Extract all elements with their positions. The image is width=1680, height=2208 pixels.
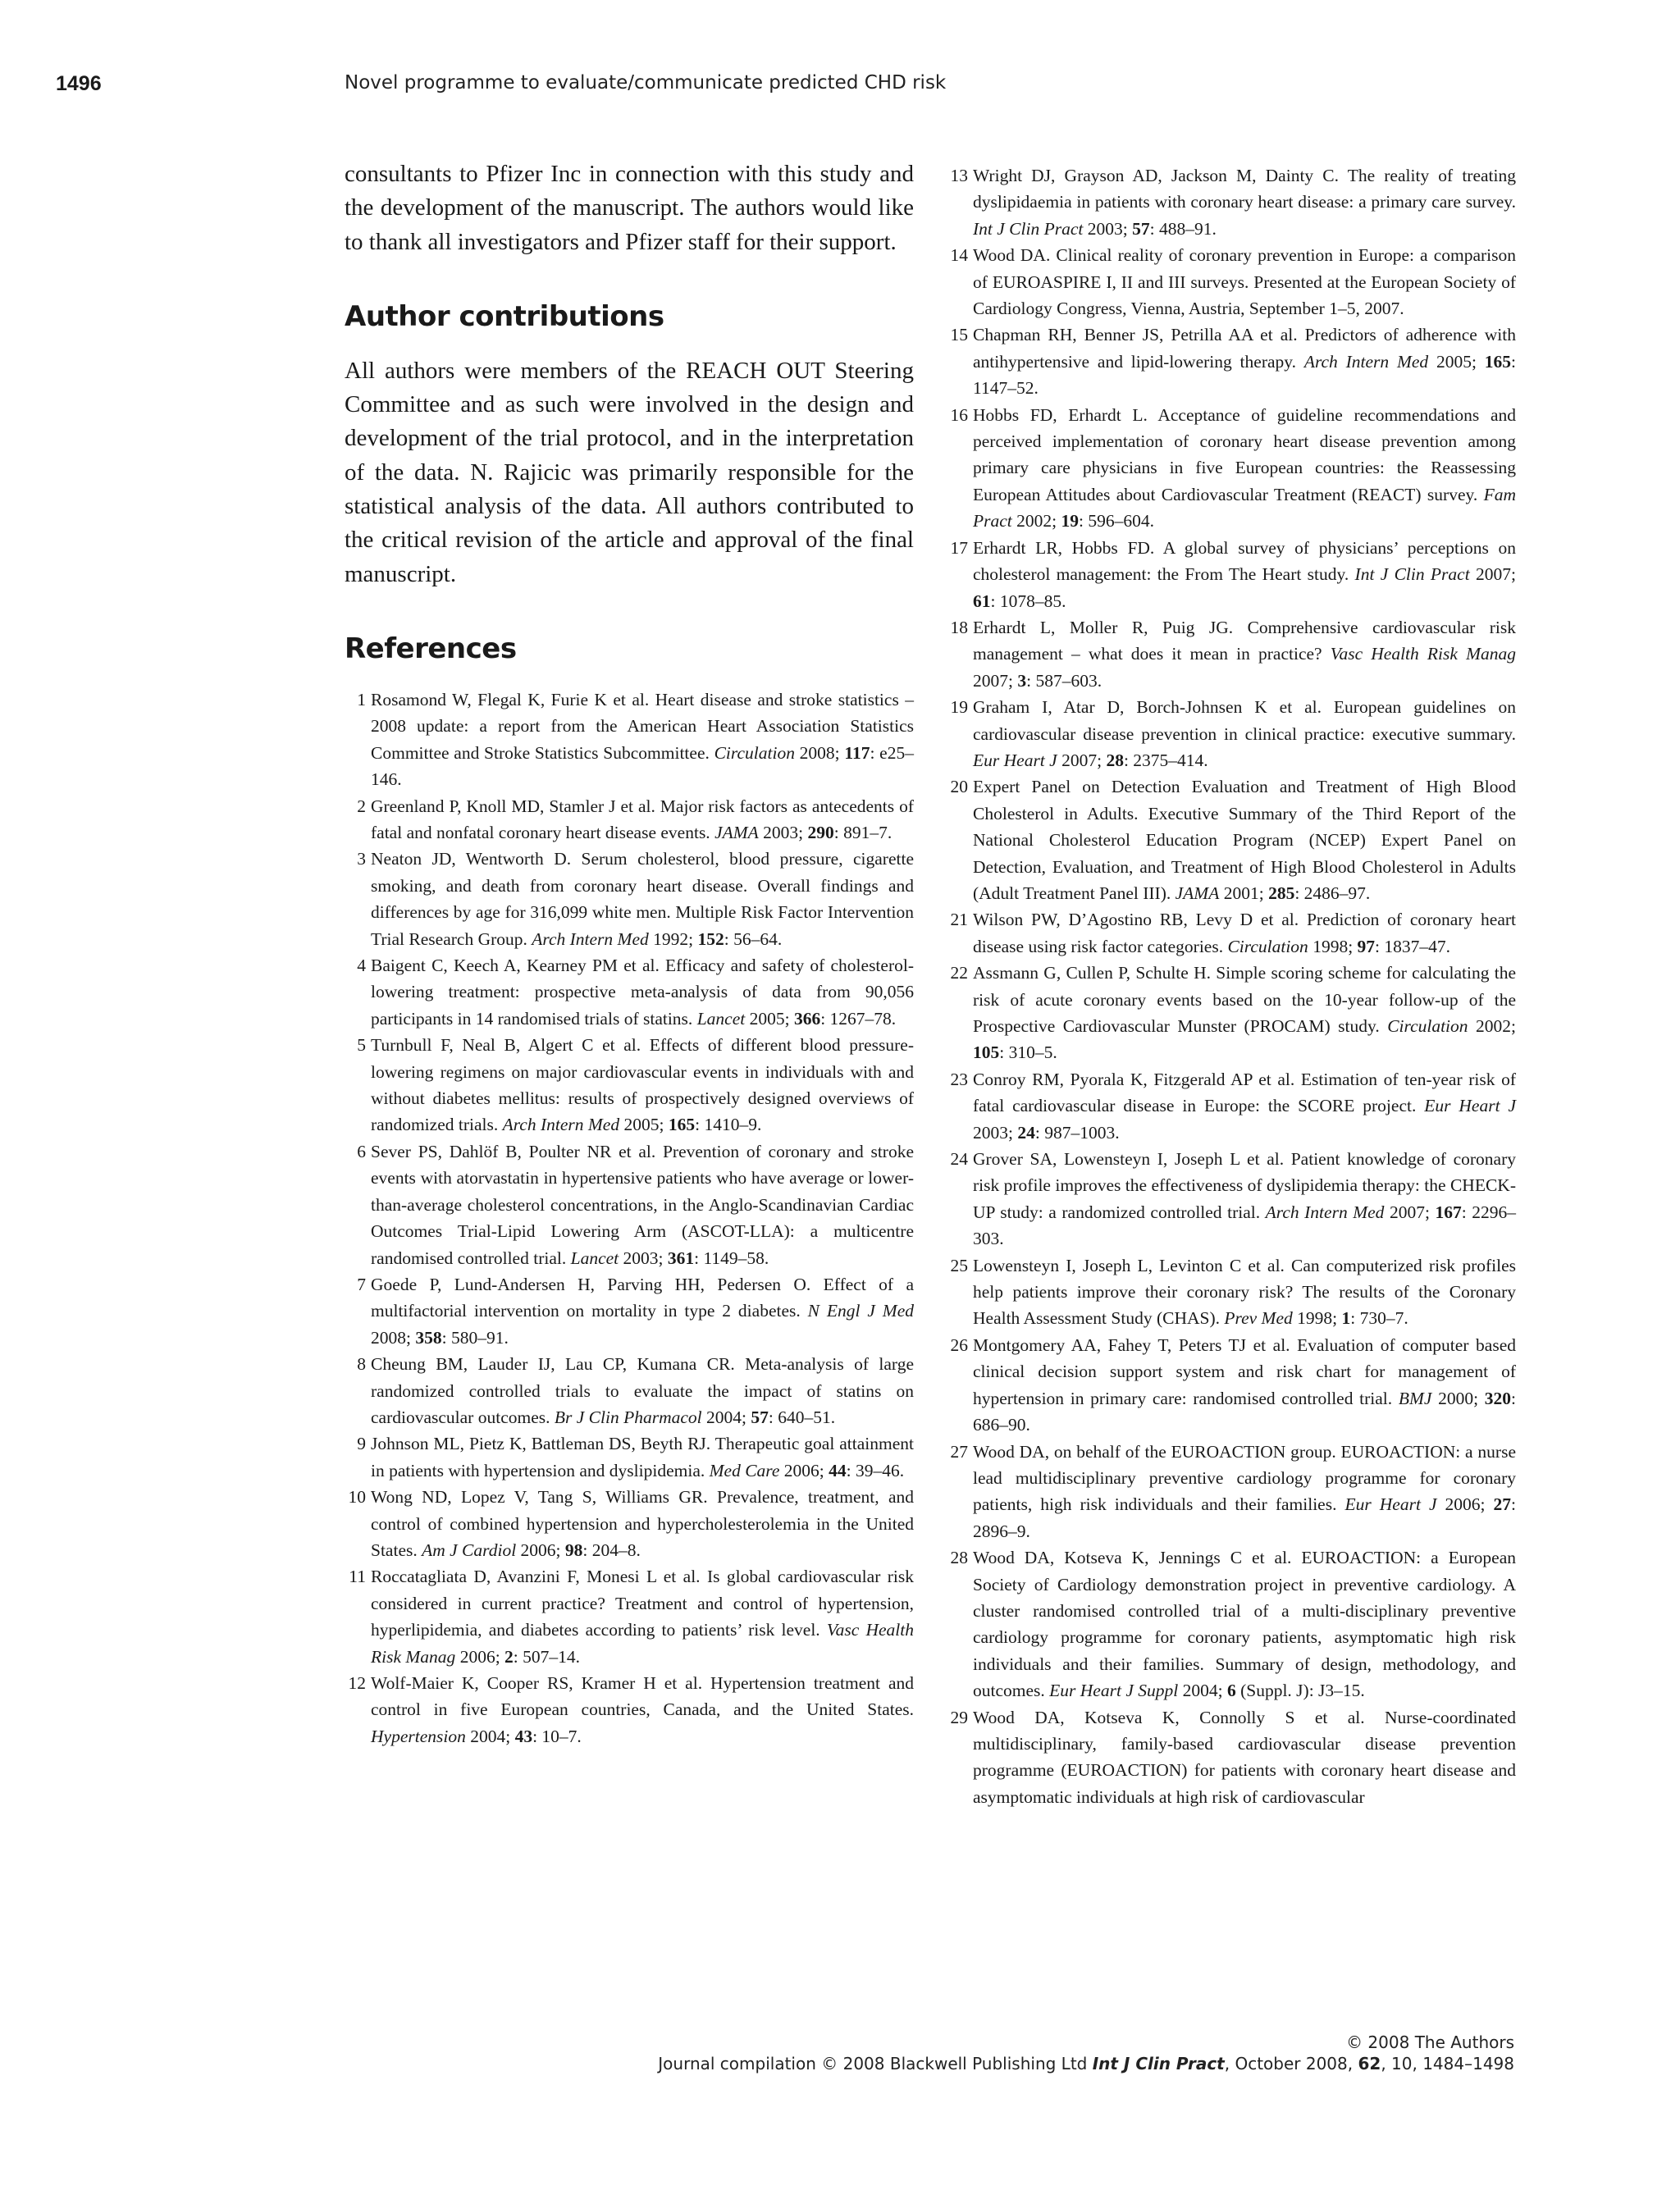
- reference-number: 1: [357, 689, 366, 709]
- reference-year: 2002;: [1011, 511, 1061, 531]
- reference-item: [345, 1484, 914, 1563]
- reference-volume: 3: [1017, 670, 1027, 691]
- reference-journal: N Engl J Med: [807, 1301, 914, 1321]
- reference-number: 23: [950, 1069, 968, 1089]
- reference-pages: : 56–64.: [724, 928, 783, 949]
- reference-text: Montgomery AA, Fahey T, Peters TJ et al. Evaluation of computer based clinical decision support system and risk chart for management of hypertension in primary care: randomised controlled trial.: [973, 1334, 1516, 1408]
- references-heading: References: [345, 632, 517, 665]
- reference-pages: : 1149–58.: [694, 1248, 769, 1268]
- reference-journal: Arch Intern Med: [532, 928, 649, 949]
- reference-number: 28: [950, 1548, 968, 1568]
- reference-volume: 28: [1106, 750, 1124, 770]
- reference-pages: : 488–91.: [1149, 218, 1217, 239]
- reference-number: 29: [950, 1707, 968, 1727]
- footer-compilation: Journal compilation © 2008 Blackwell Publishing Ltd: [658, 2054, 1093, 2073]
- reference-volume: 117: [844, 742, 870, 763]
- reference-text: Grover SA, Lowensteyn I, Joseph L et al. Patient knowledge of coronary risk profile improves the effectiveness of dyslipidemia therapy: the CHECK-UP study: a randomized controlled trial.: [973, 1149, 1516, 1222]
- reference-item: [947, 1544, 1516, 1704]
- reference-pages: : 507–14.: [513, 1646, 581, 1667]
- reference-pages: : 1837–47.: [1375, 936, 1451, 956]
- reference-item: [345, 1670, 914, 1750]
- reference-number: 4: [357, 956, 366, 976]
- reference-journal: Int J Clin Pract: [1354, 564, 1470, 585]
- reference-text: Graham I, Atar D, Borch-Johnsen K et al. European guidelines on cardiovascular disease prevention in clinical practice: executive summary.: [973, 697, 1516, 744]
- reference-text: Erhardt L, Moller R, Puig JG. Comprehensive cardiovascular risk management – what does it mean in practice?: [973, 617, 1516, 664]
- reference-text: Expert Panel on Detection Evaluation and Treatment of High Blood Cholesterol in Adults. Executive Summary of the Third Report of the National Cholesterol Education Program (NCEP) Expert Panel on Detection, Evaluation, and Treatment of High Blood Cholesterol in Adults (Adult Treatment Panel III).: [973, 777, 1516, 903]
- reference-pages: : 640–51.: [768, 1407, 836, 1427]
- reference-year: 2001;: [1219, 883, 1269, 903]
- reference-text: Turnbull F, Neal B, Algert C et al. Effects of different blood pressure-lowering regimens on major cardiovascular events in individuals with and without diabetes mellitus: results of prospectively designed overviews of randomized trials.: [371, 1035, 914, 1135]
- reference-volume: 43: [514, 1726, 533, 1746]
- reference-number: 11: [349, 1567, 366, 1587]
- reference-pages: : 1147–52.: [973, 351, 1516, 399]
- reference-journal: BMJ: [1398, 1388, 1432, 1408]
- reference-text: Wright DJ, Grayson AD, Jackson M, Dainty C. The reality of treating dyslipidaemia in patients with coronary heart disease: a primary care survey.: [973, 166, 1516, 212]
- reference-list-left: [345, 687, 914, 1750]
- reference-journal: Vasc Health Risk Manag: [371, 1620, 914, 1667]
- reference-number: 6: [357, 1141, 366, 1161]
- reference-number: 2: [357, 796, 366, 816]
- reference-text: Erhardt LR, Hobbs FD. A global survey of physicians’ perceptions on cholesterol management: the From The Heart study.: [973, 537, 1516, 585]
- reference-pages: : 1078–85.: [990, 591, 1066, 611]
- reference-number: 3: [357, 849, 366, 869]
- reference-year: 2003;: [758, 823, 808, 842]
- reference-number: 16: [950, 404, 968, 425]
- reference-text: Conroy RM, Pyorala K, Fitzgerald AP et al. Estimation of ten-year risk of fatal cardiovascular disease in Europe: the SCORE project.: [973, 1069, 1516, 1116]
- reference-journal: Circulation: [714, 742, 795, 763]
- reference-pages: : 596–604.: [1079, 511, 1154, 531]
- reference-pages: : 730–7.: [1350, 1308, 1408, 1329]
- reference-year: 2005;: [745, 1008, 794, 1029]
- reference-text: Wood DA, on behalf of the EUROACTION group. EUROACTION: a nurse lead multidisciplinary preventive cardiology programme for coronary patients, high risk individuals and their families.: [973, 1441, 1516, 1515]
- reference-journal: Am J Cardiol: [422, 1540, 517, 1560]
- reference-volume: 57: [751, 1407, 769, 1427]
- reference-year: 2000;: [1431, 1388, 1485, 1408]
- reference-journal: JAMA: [1175, 883, 1220, 903]
- reference-pages: : 2486–97.: [1294, 883, 1371, 903]
- reference-text: Greenland P, Knoll MD, Stamler J et al. Major risk factors as antecedents of fatal and nonfatal coronary heart disease events.: [371, 796, 914, 842]
- reference-text: Wilson PW, D’Agostino RB, Levy D et al. Prediction of coronary heart disease using risk factor categories.: [973, 910, 1516, 956]
- reference-item: [345, 1032, 914, 1138]
- reference-text: Goede P, Lund-Andersen H, Parving HH, Pedersen O. Effect of a multifactorial intervention on mortality in type 2 diabetes.: [371, 1274, 914, 1321]
- reference-number: 8: [357, 1354, 366, 1375]
- reference-number: 27: [950, 1441, 968, 1462]
- reference-volume: 57: [1132, 218, 1150, 239]
- reference-number: 9: [357, 1434, 366, 1454]
- reference-year: 2003;: [973, 1122, 1018, 1143]
- footer-journal: Int J Clin Pract: [1092, 2054, 1225, 2073]
- reference-volume: 165: [668, 1115, 696, 1135]
- reference-text: Wolf-Maier K, Cooper RS, Kramer H et al. Hypertension treatment and control in five European countries, Canada, and the United States.: [371, 1673, 914, 1720]
- reference-number: 7: [357, 1274, 366, 1294]
- footer-volume: 62: [1358, 2054, 1381, 2073]
- reference-volume: 167: [1435, 1202, 1462, 1222]
- reference-year: 2007;: [1384, 1202, 1436, 1222]
- reference-text: Neaton JD, Wentworth D. Serum cholesterol, blood pressure, cigarette smoking, and death from coronary heart disease. Overall findings and differences by age for 316,099 white men. Multiple Risk Factor Intervention Trial Research Group.: [371, 849, 914, 949]
- reference-journal: Prev Med: [1224, 1308, 1293, 1329]
- reference-number: 21: [950, 910, 968, 930]
- reference-pages: : 587–603.: [1026, 670, 1102, 691]
- reference-volume: 44: [829, 1460, 847, 1480]
- reference-year: 2006;: [1436, 1494, 1494, 1515]
- reference-item: [947, 1704, 1516, 1811]
- reference-volume: 105: [973, 1042, 1000, 1063]
- reference-journal: Hypertension: [371, 1726, 466, 1746]
- reference-number: 13: [950, 166, 968, 185]
- reference-year: 2005;: [1428, 351, 1485, 372]
- reference-number: 15: [950, 325, 968, 345]
- reference-volume: 6: [1226, 1681, 1236, 1701]
- running-title: Novel programme to evaluate/communicate predicted CHD risk: [345, 72, 947, 94]
- reference-journal: Arch Intern Med: [1265, 1202, 1385, 1222]
- reference-journal: Fam Pract: [973, 484, 1516, 531]
- reference-journal: Eur Heart J: [1344, 1494, 1437, 1515]
- reference-pages: : 2375–414.: [1123, 750, 1208, 770]
- reference-item: [947, 1146, 1516, 1252]
- reference-year: 2006;: [516, 1540, 565, 1560]
- reference-text: Wood DA, Kotseva K, Jennings C et al. EUROACTION: a European Society of Cardiology demonstration project in preventive cardiology. A cluster randomised controlled trial of a multi-disciplinary preventive cardiology programme for coronary patients, asymptomatic high risk individuals and their families. Summary of design, methodology, and outcomes.: [973, 1548, 1516, 1701]
- reference-number: 14: [950, 245, 968, 266]
- reference-year: 2005;: [619, 1115, 669, 1135]
- reference-journal: Circulation: [1227, 936, 1308, 956]
- reference-text: Wong ND, Lopez V, Tang S, Williams GR. Prevalence, treatment, and control of combined hypertension and hypercholesterolemia in the United States.: [371, 1487, 914, 1560]
- reference-number: 26: [950, 1334, 968, 1355]
- reference-item: [947, 773, 1516, 906]
- reference-number: 25: [950, 1255, 968, 1275]
- reference-item: [345, 1351, 914, 1430]
- reference-item: [345, 1430, 914, 1484]
- reference-item: [947, 694, 1516, 773]
- footer-journal-line: [658, 2054, 1514, 2073]
- reference-journal: Eur Heart J: [973, 750, 1057, 770]
- reference-pages: : 580–91.: [441, 1327, 509, 1348]
- reference-year: 2006;: [779, 1460, 829, 1480]
- footer-date: , October 2008,: [1224, 2054, 1358, 2073]
- reference-number: 12: [348, 1673, 366, 1693]
- reference-text: Johnson ML, Pietz K, Battleman DS, Beyth RJ. Therapeutic goal attainment in patients with hypertension and dyslipidemia.: [371, 1434, 914, 1480]
- reference-text: Cheung BM, Lauder IJ, Lau CP, Kumana CR. Meta-analysis of large randomized controlled trials to evaluate the impact of statins on cardiovascular outcomes.: [371, 1354, 914, 1427]
- left-column: [345, 157, 914, 1750]
- reference-list-right: [947, 162, 1516, 1810]
- reference-journal: Vasc Health Risk Manag: [1330, 644, 1516, 664]
- reference-journal: Lancet: [696, 1008, 746, 1029]
- author-contributions-heading: Author contributions: [345, 299, 664, 333]
- reference-item: [345, 1563, 914, 1670]
- reference-year: 1998;: [1308, 936, 1358, 956]
- reference-pages: : 10–7.: [532, 1726, 582, 1746]
- reference-year: 2007;: [973, 670, 1018, 691]
- reference-item: [947, 402, 1516, 535]
- reference-number: 22: [950, 963, 968, 983]
- reference-volume: 24: [1017, 1122, 1035, 1143]
- reference-volume: 165: [1484, 351, 1512, 372]
- reference-number: 18: [950, 617, 968, 637]
- reference-volume: 366: [793, 1008, 821, 1029]
- reference-year: 2007;: [1469, 564, 1516, 585]
- reference-pages: : 2296–303.: [973, 1202, 1516, 1249]
- reference-year: 2003;: [1083, 218, 1133, 239]
- reference-pages: : 1410–9.: [695, 1115, 762, 1135]
- reference-item: [947, 242, 1516, 322]
- intro-paragraph: consultants to Pfizer Inc in connection with this study and the development of the manuscript. The authors would like to thank all investigators and Pfizer staff for their support.: [345, 161, 914, 255]
- reference-text: Rosamond W, Flegal K, Furie K et al. Heart disease and stroke statistics – 2008 update: a report from the American Heart Association Statistics Committee and Stroke Statistics Subcommittee.: [371, 689, 914, 763]
- reference-text: Sever PS, Dahlöf B, Poulter NR et al. Prevention of coronary and stroke events with atorvastatin in hypertensive patients who have average or lower-than-average cholesterol concentrations, in the Anglo-Scandinavian Cardiac Outcomes Trial-Lipid Lowering Arm (ASCOT-LLA): a multicentre randomised controlled trial.: [371, 1141, 914, 1268]
- reference-journal: Eur Heart J: [1424, 1096, 1517, 1116]
- reference-item: [947, 1439, 1516, 1545]
- reference-volume: 361: [667, 1248, 695, 1268]
- reference-item: [947, 614, 1516, 694]
- reference-year: 2003;: [619, 1248, 668, 1268]
- reference-number: 5: [357, 1035, 366, 1056]
- reference-year: 2004;: [1178, 1681, 1227, 1701]
- reference-volume: 97: [1357, 936, 1376, 956]
- reference-volume: 61: [973, 591, 991, 611]
- reference-year: 1992;: [648, 928, 698, 949]
- reference-item: [947, 906, 1516, 960]
- reference-item: [345, 1138, 914, 1271]
- reference-journal: Br J Clin Pharmacol: [554, 1407, 702, 1427]
- reference-item: [345, 687, 914, 793]
- reference-volume: 285: [1268, 883, 1295, 903]
- reference-number: 24: [950, 1149, 968, 1170]
- reference-year: 2008;: [371, 1327, 416, 1348]
- reference-journal: Lancet: [570, 1248, 619, 1268]
- reference-item: [345, 1271, 914, 1351]
- reference-text: Lowensteyn I, Joseph L, Levinton C et al. Can computerized risk profiles help patients improve their coronary risk? The results of the Coronary Health Assessment Study (CHAS).: [973, 1255, 1516, 1329]
- reference-pages: : 2896–9.: [973, 1494, 1516, 1541]
- footer-issue-pages: , 10, 1484–1498: [1381, 2054, 1514, 2073]
- reference-year: 2008;: [794, 742, 845, 763]
- author-contributions-text: All authors were members of the REACH OUT Steering Committee and as such were involved in the design and development of the trial protocol, and in the interpretation of the data. N. Rajicic was primarily responsible for the statistical analysis of the data. All authors contributed to the critical revision of the article and approval of the final manuscript.: [345, 357, 914, 587]
- right-column: [947, 162, 1516, 1810]
- reference-pages: : e25–146.: [371, 742, 914, 790]
- footer-copyright: © 2008 The Authors: [1346, 2032, 1514, 2052]
- reference-volume: 27: [1493, 1494, 1512, 1515]
- reference-number: 20: [950, 777, 968, 797]
- reference-item: [947, 535, 1516, 614]
- reference-text: Wood DA, Kotseva K, Connolly S et al. Nurse-coordinated multidisciplinary, family-based cardiovascular disease prevention programme (EUROACTION) for patients with coronary heart disease and asymptomatic individuals at high risk of cardiovascular: [973, 1707, 1516, 1807]
- reference-pages: (Suppl. J): J3–15.: [1235, 1681, 1365, 1701]
- reference-text: Roccatagliata D, Avanzini F, Monesi L et al. Is global cardiovascular risk considered in current practice? Treatment and control of hypertension, hyperlipidemia, and diabetes according to patients’ risk level.: [371, 1567, 914, 1640]
- page-number: 1496: [56, 72, 102, 95]
- reference-volume: 2: [504, 1646, 514, 1667]
- reference-journal: Arch Intern Med: [1303, 351, 1429, 372]
- reference-year: 2002;: [1468, 1016, 1516, 1036]
- reference-pages: : 1267–78.: [820, 1008, 897, 1029]
- reference-journal: Eur Heart J Suppl: [1049, 1681, 1179, 1701]
- reference-year: 2006;: [455, 1646, 505, 1667]
- reference-pages: : 204–8.: [582, 1540, 641, 1560]
- reference-volume: 1: [1341, 1308, 1351, 1329]
- reference-journal: Circulation: [1387, 1016, 1468, 1036]
- reference-text: Wood DA. Clinical reality of coronary prevention in Europe: a comparison of EUROASPIRE I, II and III surveys. Presented at the European Society of Cardiology Congress, Vienna, Austria, September 1–5, 2007.: [973, 245, 1516, 319]
- reference-item: [947, 1332, 1516, 1439]
- reference-year: 2004;: [701, 1407, 751, 1427]
- reference-year: 1998;: [1292, 1308, 1342, 1329]
- reference-pages: : 891–7.: [833, 823, 892, 842]
- reference-journal: Med Care: [709, 1460, 780, 1480]
- reference-item: [947, 1252, 1516, 1332]
- reference-year: 2004;: [465, 1726, 515, 1746]
- reference-journal: Arch Intern Med: [502, 1115, 620, 1135]
- reference-journal: Int J Clin Pract: [973, 218, 1084, 239]
- reference-pages: : 686–90.: [973, 1388, 1516, 1435]
- reference-volume: 358: [415, 1327, 442, 1348]
- reference-pages: : 987–1003.: [1034, 1122, 1120, 1143]
- reference-text: Chapman RH, Benner JS, Petrilla AA et al. Predictors of adherence with antihypertensive and lipid-lowering therapy.: [973, 325, 1516, 372]
- reference-item: [345, 952, 914, 1032]
- reference-number: 19: [950, 697, 968, 718]
- reference-volume: 152: [697, 928, 724, 949]
- reference-volume: 320: [1484, 1388, 1512, 1408]
- reference-item: [345, 846, 914, 952]
- reference-volume: 19: [1061, 511, 1080, 531]
- reference-volume: 290: [807, 823, 834, 842]
- reference-text: Hobbs FD, Erhardt L. Acceptance of guideline recommendations and perceived implementation of coronary heart disease prevention among primary care physicians in five European countries: the Reassessing European Attitudes about Cardiovascular Treatment (REACT) survey.: [973, 404, 1516, 504]
- reference-number: 17: [950, 537, 968, 558]
- reference-item: [947, 960, 1516, 1066]
- reference-year: 2007;: [1057, 750, 1107, 770]
- reference-item: [947, 322, 1516, 401]
- reference-volume: 98: [564, 1540, 583, 1560]
- reference-pages: : 39–46.: [846, 1460, 905, 1480]
- reference-item: [947, 162, 1516, 242]
- reference-text: Assmann G, Cullen P, Schulte H. Simple scoring scheme for calculating the risk of acute coronary events based on the 10-year follow-up of the Prospective Cardiovascular Munster (PROCAM) study.: [973, 963, 1516, 1036]
- reference-item: [947, 1066, 1516, 1146]
- reference-text: Baigent C, Keech A, Kearney PM et al. Efficacy and safety of cholesterol-lowering treatment: prospective meta-analysis of data from 90,056 participants in 14 randomised trials of statins.: [371, 956, 914, 1029]
- reference-number: 10: [348, 1487, 366, 1508]
- reference-pages: : 310–5.: [999, 1042, 1057, 1063]
- reference-item: [345, 793, 914, 846]
- reference-journal: JAMA: [714, 823, 759, 842]
